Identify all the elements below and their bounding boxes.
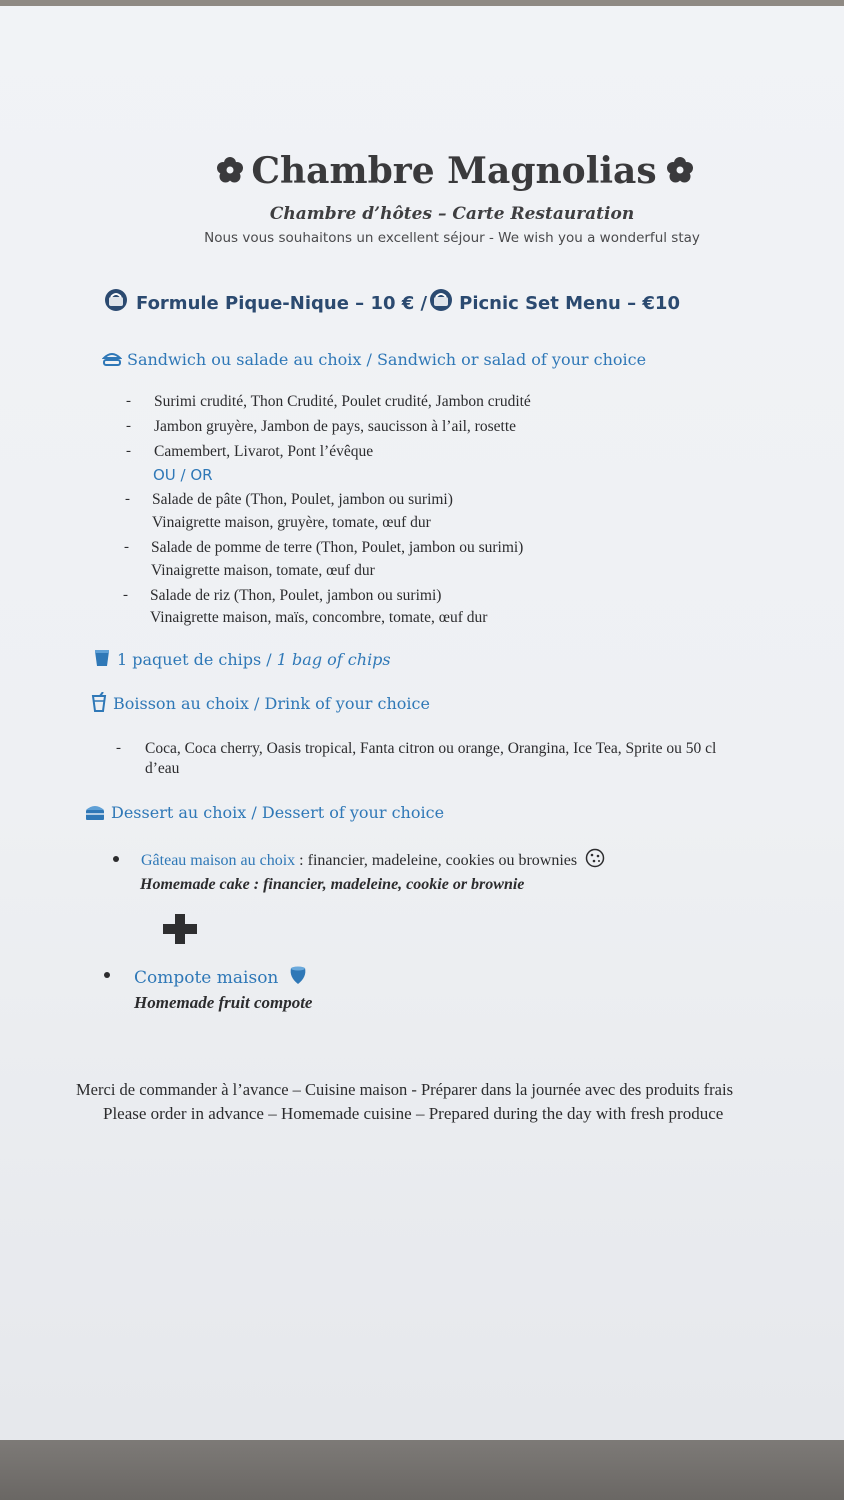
picnic-basket-icon (429, 288, 453, 312)
list-dash: - (123, 587, 128, 603)
chips-line (92, 648, 391, 669)
welcome-tagline: Nous vous souhaitons un excellent séjour - We wish you a wonderful stay (204, 230, 700, 246)
dessert-heading (84, 801, 444, 822)
sandwich-heading-text: Sandwich ou salade au choix / Sandwich or salad of your choice (127, 350, 647, 369)
footer-fr: Merci de commander à l’avance – Cuisine maison - Préparer dans la journée avec des produits frais (76, 1080, 734, 1099)
flower-icon (665, 155, 695, 185)
drink-heading-text: Boisson au choix / Drink of your choice (113, 694, 430, 713)
bullet (104, 972, 110, 978)
bullet (113, 856, 119, 862)
chips-fr: 1 paquet de chips (117, 650, 262, 669)
drink-list-cont: d’eau (145, 760, 180, 777)
list-dash: - (124, 539, 129, 555)
page-subtitle: Chambre d’hôtes – Carte Restauration (269, 204, 635, 224)
footer-en: Please order in advance – Homemade cuisine – Prepared during the day with fresh produce (103, 1104, 724, 1123)
or-separator: OU / OR (153, 466, 213, 484)
formule-fr: Formule Pique-Nique – 10 € / (136, 293, 428, 314)
salad-name: Salade de pâte (Thon, Poulet, jambon ou surimi) (152, 491, 453, 508)
page-title (0, 150, 844, 192)
salad-detail: Vinaigrette maison, tomate, œuf dur (151, 562, 375, 579)
formule-heading (104, 288, 680, 314)
list-item: Jambon gruyère, Jambon de pays, saucisson à l’ail, rosette (154, 418, 517, 435)
list-dash: - (126, 443, 131, 459)
list-dash: - (116, 740, 121, 756)
list-dash: - (125, 491, 130, 507)
cake-label: Gâteau maison au choix (141, 852, 296, 869)
cake-line (141, 848, 605, 870)
formule-en: Picnic Set Menu – €10 (459, 293, 680, 314)
table-surface (0, 1440, 844, 1500)
title-text: Chambre Magnolias (251, 150, 657, 192)
cake-rest: : financier, madeleine, cookies ou brownies (295, 852, 578, 869)
chips-en: 1 bag of chips (276, 650, 391, 669)
apple-icon (287, 964, 309, 986)
cake-en: Homemade cake : financier, madeleine, cookie or brownie (140, 876, 525, 893)
list-dash: - (126, 393, 131, 409)
compote-en: Homemade fruit compote (134, 993, 313, 1012)
salad-detail: Vinaigrette maison, maïs, concombre, tomate, œuf dur (150, 609, 488, 626)
dessert-heading-text: Dessert au choix / Dessert of your choice (111, 803, 445, 822)
chips-bag-icon (92, 648, 112, 668)
compote-label: Compote maison (134, 968, 279, 988)
drink-cup-icon (90, 692, 108, 712)
chips-sep: / (261, 650, 277, 669)
salad-detail: Vinaigrette maison, gruyère, tomate, œuf dur (152, 514, 431, 531)
plus-icon (162, 913, 198, 945)
drink-list: Coca, Coca cherry, Oasis tropical, Fanta citron ou orange, Orangina, Ice Tea, Sprite ou 50 cl (145, 740, 717, 757)
cake-icon (84, 801, 106, 821)
picnic-basket-icon (104, 288, 128, 312)
sandwich-icon (102, 350, 122, 368)
salad-name: Salade de pomme de terre (Thon, Poulet, jambon ou surimi) (151, 539, 524, 556)
salad-name: Salade de riz (Thon, Poulet, jambon ou surimi) (150, 587, 442, 604)
list-item: Camembert, Livarot, Pont l’évêque (154, 443, 374, 460)
list-item: Surimi crudité, Thon Crudité, Poulet crudité, Jambon crudité (154, 393, 531, 410)
cookie-icon (585, 848, 605, 868)
list-dash: - (126, 418, 131, 434)
flower-icon (215, 155, 245, 185)
drink-heading (90, 692, 430, 713)
sandwich-heading (102, 350, 646, 369)
compote-line (134, 964, 309, 988)
